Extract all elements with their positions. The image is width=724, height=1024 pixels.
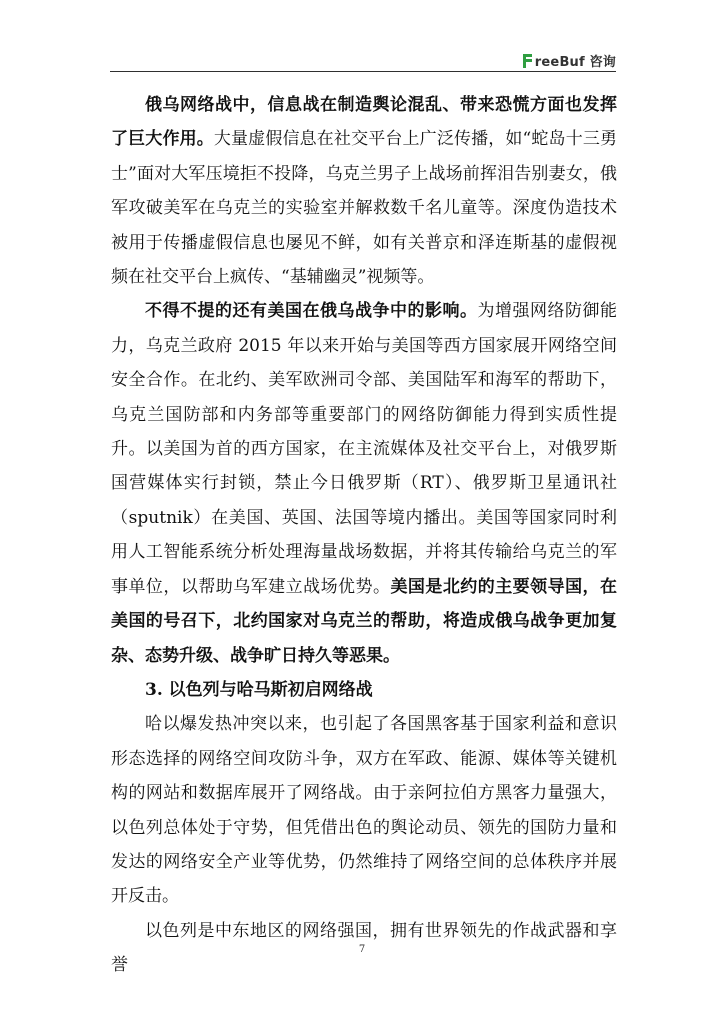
paragraph-info-war xyxy=(111,88,617,294)
paragraph-us-influence xyxy=(111,294,617,672)
document-body xyxy=(111,88,617,983)
page-header xyxy=(0,0,724,78)
logo-text: reeBuf 咨询 xyxy=(534,55,616,70)
paragraph-end-bold: 美国是北约的主要领导国，在美国的号召下，北约国家对乌克兰的帮助，将造成俄乌战争更加复杂、态势升级、战争旷日持久等恶果。 xyxy=(111,576,618,666)
paragraph-israel-hamas: 哈以爆发热冲突以来，也引起了各国黑客基于国家利益和意识形态选择的网络空间攻防斗争，双方在军政、能源、媒体等关键机构的网站和数据库展开了网络战。由于亲阿拉伯方黑客力量强大，以色列总体处于守势，但凭借出色的舆论动员、领先的国防力量和发达的网络安全产业等优势，仍然维持了网络空间的总体秩序并展开反击。 xyxy=(111,714,617,907)
paragraph-israel-power: 以色列是中东地区的网络强国，拥有世界领先的作战武器和享誉 xyxy=(111,920,617,976)
paragraph-lead-bold: 俄乌网络战中，信息战在制造舆论混乱、带来恐慌方面也发挥了巨大作用。 xyxy=(111,95,617,150)
paragraph-lead-bold: 不得不提的还有美国在俄乌战争中的影响。 xyxy=(145,301,478,322)
page-number: 7 xyxy=(358,944,366,955)
freebuf-logo xyxy=(523,51,616,70)
header-divider xyxy=(110,71,616,72)
paragraph-text: 为增强网络防御能力，乌克兰政府 2015 年以来开始与美国等西方国家展开网络空间安全合作。在北约、美军欧洲司令部、美国陆军和海军的帮助下，乌克兰国防部和内务部等重要部门的网络防御能力得到实质性提升。以美国为首的西方国家，在主流媒体及社交平台上，对俄罗斯国营媒体实行封锁，禁止今日俄罗斯（RT）、俄罗斯卫星通讯社（sputnik）在美国、英国、法国等境内播出。美国等国家同时利用人工智能系统分析处理海量战场数据，并将其传输给乌克兰的军事单位，以帮助乌军建立战场优势。 xyxy=(111,301,617,597)
section-heading: 3. 以色列与哈马斯初启网络战 xyxy=(145,679,373,700)
freebuf-f-icon xyxy=(523,54,533,68)
paragraph-text: 大量虚假信息在社交平台上广泛传播，如“蛇岛十三勇士”面对大军压境拒不投降，乌克兰男子上战场前挥泪告别妻女，俄军攻破美军在乌克兰的实验室并解救数千名儿童等。深度伪造技术被用于传播虚假信息也屡见不鲜，如有关普京和泽连斯基的虚假视频在社交平台上疯传、“基辅幽灵”视频等。 xyxy=(111,129,617,288)
